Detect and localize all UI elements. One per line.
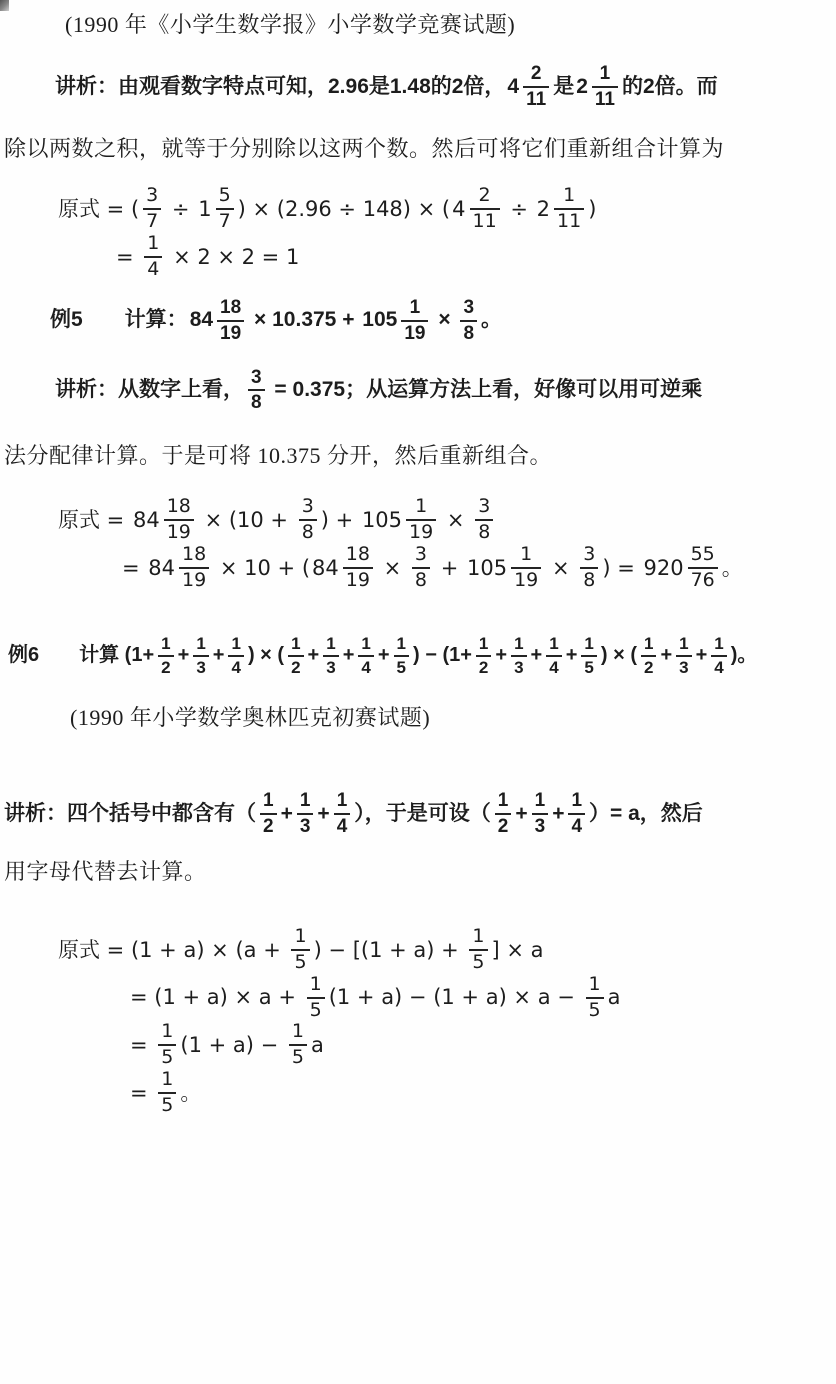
formula-text: + <box>377 644 390 667</box>
fraction <box>216 183 234 232</box>
analysis-paragraph-1 <box>55 64 832 110</box>
fraction <box>289 924 311 973</box>
formula-text: ），于是可设（ <box>354 801 491 825</box>
formula-text: + <box>317 801 330 825</box>
denominator: 5 <box>394 655 409 677</box>
fraction <box>474 635 493 677</box>
formula-text: × <box>376 556 408 581</box>
denominator: 19 <box>164 519 194 543</box>
formula-text: 。 <box>721 556 743 581</box>
numerator: 1 <box>291 634 301 654</box>
denominator: 7 <box>216 208 234 232</box>
fraction <box>473 497 495 543</box>
numerator: 1 <box>161 1068 174 1091</box>
formula-text: + <box>434 556 465 581</box>
fraction <box>410 545 432 591</box>
whole-part: 84 <box>189 308 214 332</box>
formula-text: + <box>342 644 355 667</box>
fraction <box>592 64 618 110</box>
mixed-number <box>133 497 196 543</box>
fraction <box>156 635 175 677</box>
fraction <box>217 298 244 344</box>
formula-ex5-line-2 <box>122 545 832 591</box>
numerator: 18 <box>182 543 207 566</box>
fraction <box>580 545 598 591</box>
analysis-paragraph-3-continued: 用字母代替去计算。 <box>4 858 207 884</box>
fraction <box>511 545 541 591</box>
numerator: 1 <box>291 1020 304 1043</box>
numerator: 1 <box>584 634 594 654</box>
whole-part: 84 <box>148 556 176 581</box>
fraction <box>584 972 606 1021</box>
denominator: 7 <box>143 208 161 232</box>
fraction <box>179 545 209 591</box>
whole-part: 105 <box>362 308 398 332</box>
analysis-paragraph-1-continued: 除以两数之积，就等于分别除以这两个数。然后可将它们重新组合计算为 <box>4 135 725 161</box>
denominator: 19 <box>217 320 244 344</box>
denominator: 5 <box>158 1092 176 1116</box>
formula-text: ) − [(1 + a) + <box>313 937 466 962</box>
fraction <box>676 635 691 677</box>
fraction <box>467 924 489 973</box>
fraction <box>305 972 327 1021</box>
fraction <box>475 497 493 543</box>
denominator: 5 <box>586 997 604 1021</box>
fraction <box>495 791 512 837</box>
formula-text: ÷ <box>165 196 197 221</box>
fraction <box>406 497 436 543</box>
fraction <box>392 635 411 677</box>
denominator: 3 <box>297 813 314 837</box>
fraction <box>144 231 162 280</box>
denominator: 4 <box>228 655 243 677</box>
denominator: 19 <box>406 519 436 543</box>
denominator: 8 <box>248 389 265 413</box>
denominator: 2 <box>476 655 491 677</box>
formula-text: a <box>607 985 621 1010</box>
denominator: 5 <box>291 949 309 973</box>
denominator: 2 <box>260 813 277 837</box>
fraction <box>226 635 245 677</box>
denominator: 8 <box>299 519 317 543</box>
denominator: 8 <box>475 519 493 543</box>
numerator: 1 <box>336 789 348 811</box>
formula-text: × <box>432 308 457 332</box>
numerator: 1 <box>361 634 371 654</box>
mixed-number <box>362 497 438 543</box>
formula-text: × 10 + ( <box>213 556 311 581</box>
formula-text: = <box>130 1081 155 1106</box>
fraction <box>158 635 173 677</box>
whole-part: 920 <box>643 556 684 581</box>
fraction <box>286 635 305 677</box>
mixed-number <box>148 545 211 591</box>
formula-text: + <box>495 644 508 667</box>
fraction <box>191 635 210 677</box>
numerator: 1 <box>588 972 601 995</box>
numerator: 1 <box>714 634 724 654</box>
fraction <box>289 1022 307 1068</box>
denominator: 3 <box>511 655 526 677</box>
numerator: 3 <box>301 495 314 518</box>
fraction <box>295 791 316 837</box>
denominator: 5 <box>307 997 325 1021</box>
formula-text: 。 <box>180 1081 202 1106</box>
mixed-number <box>362 298 430 344</box>
formula-text: a <box>310 1033 324 1058</box>
example-5-problem <box>50 298 832 344</box>
mixed-number <box>576 64 620 110</box>
fraction <box>156 1022 178 1068</box>
formula-text: ] × a <box>491 937 544 962</box>
whole-part: 2 <box>536 196 551 221</box>
formula-ex6-line-1 <box>58 924 832 973</box>
fraction <box>321 635 340 677</box>
whole-part: 1 <box>198 196 212 221</box>
numerator: 1 <box>409 296 421 318</box>
fraction <box>469 924 487 973</box>
formula-ex6-line-2 <box>130 972 832 1021</box>
fraction <box>193 635 208 677</box>
numerator: 1 <box>472 924 485 947</box>
numerator: 18 <box>166 495 191 518</box>
numerator: 3 <box>583 543 596 566</box>
denominator: 11 <box>523 86 549 110</box>
denominator: 19 <box>343 567 373 591</box>
denominator: 3 <box>193 655 208 677</box>
formula-text: 例6 计算 (1+ <box>8 644 155 667</box>
source-note-contest-2: (1990 年小学数学奥林匹克初赛试题) <box>70 704 431 730</box>
fraction <box>688 545 718 591</box>
formula-text: )。 <box>730 644 758 667</box>
formula-text: ÷ <box>503 196 535 221</box>
formula-text: + <box>212 644 225 667</box>
example-6-problem <box>8 635 832 677</box>
fraction <box>291 924 309 973</box>
numerator: 1 <box>563 183 576 206</box>
fraction <box>546 635 561 677</box>
fraction <box>511 635 526 677</box>
formula-text: 是 <box>553 74 575 98</box>
numerator: 1 <box>514 634 524 654</box>
fraction <box>509 635 528 677</box>
numerator: 18 <box>345 543 370 566</box>
formula-text: ) = <box>602 556 642 581</box>
numerator: 1 <box>161 634 171 654</box>
denominator: 4 <box>144 256 162 280</box>
denominator: 5 <box>158 1044 176 1068</box>
fraction <box>711 635 726 677</box>
numerator: 55 <box>690 543 715 566</box>
denominator: 8 <box>460 320 477 344</box>
fraction <box>460 298 477 344</box>
whole-part: 105 <box>466 556 508 581</box>
fraction <box>639 635 658 677</box>
fraction <box>674 635 693 677</box>
numerator: 1 <box>478 634 489 654</box>
fraction <box>260 791 277 837</box>
denominator: 5 <box>581 655 596 677</box>
formula-text: = <box>130 1033 155 1058</box>
formula-text: + <box>660 644 673 667</box>
denominator: 4 <box>568 813 585 837</box>
fraction <box>246 368 267 414</box>
numerator: 1 <box>263 789 274 811</box>
formula-text: ) <box>588 196 597 221</box>
denominator: 4 <box>546 655 561 677</box>
formula-text: 讲析：由观看数字特点可知，2.96是1.48的2倍， <box>55 74 506 98</box>
denominator: 11 <box>470 208 500 232</box>
fraction <box>579 635 598 677</box>
formula-text: × <box>545 556 577 581</box>
denominator: 3 <box>323 655 338 677</box>
formula-text: + <box>307 644 320 667</box>
denominator: 2 <box>158 655 173 677</box>
formula-ex6-line-4 <box>130 1070 832 1116</box>
denominator: 4 <box>334 813 351 837</box>
denominator: 8 <box>412 567 430 591</box>
fraction <box>164 497 194 543</box>
fraction <box>141 183 163 232</box>
fraction <box>334 791 351 837</box>
numerator: 1 <box>161 1020 174 1043</box>
formula-text: + <box>530 644 543 667</box>
denominator: 5 <box>289 1044 307 1068</box>
fraction <box>288 635 303 677</box>
numerator: 3 <box>478 495 491 518</box>
denominator: 3 <box>676 655 691 677</box>
whole-part: 4 <box>507 74 520 98</box>
formula-text: = (1 + a) × a + <box>130 985 303 1010</box>
fraction <box>323 635 338 677</box>
numerator: 3 <box>463 296 475 318</box>
denominator: 2 <box>288 655 303 677</box>
fraction <box>458 298 479 344</box>
numerator: 1 <box>679 634 689 654</box>
denominator: 3 <box>532 813 549 837</box>
mixed-number <box>507 64 551 110</box>
numerator: 1 <box>294 924 307 947</box>
analysis-paragraph-2 <box>55 368 832 414</box>
numerator: 1 <box>571 789 583 811</box>
fraction <box>158 1070 176 1116</box>
fraction <box>532 791 549 837</box>
formula-ex4-line-1 <box>58 183 832 232</box>
whole-part: 105 <box>361 508 403 533</box>
analysis-paragraph-3 <box>4 791 832 837</box>
whole-part: 2 <box>576 74 588 98</box>
numerator: 1 <box>643 634 654 654</box>
formula-text: ) × ( <box>247 644 285 667</box>
formula-text: 。 <box>481 308 503 332</box>
denominator: 19 <box>179 567 209 591</box>
fraction <box>332 791 353 837</box>
fraction <box>143 183 161 232</box>
formula-text: 讲析：从数字上看， <box>55 378 244 402</box>
numerator: 18 <box>220 296 242 318</box>
fraction <box>228 635 243 677</box>
fraction <box>554 183 584 232</box>
denominator: 5 <box>469 949 487 973</box>
formula-text: (1 + a) − (1 + a) × a − <box>328 985 582 1010</box>
fraction <box>641 635 656 677</box>
fraction <box>544 635 563 677</box>
mixed-number <box>536 183 587 232</box>
fraction <box>412 545 430 591</box>
fraction <box>566 791 587 837</box>
fraction <box>568 791 585 837</box>
mixed-number <box>452 183 502 232</box>
fraction <box>401 298 428 344</box>
fraction <box>156 1070 178 1116</box>
fraction <box>307 972 325 1021</box>
formula-text: ) − (1+ <box>413 644 472 667</box>
formula-text: × 2 × 2 = 1 <box>166 244 300 269</box>
formula-text: × (10 + <box>197 508 295 533</box>
formula-text: 例5 计算： <box>50 308 188 332</box>
fraction <box>358 635 373 677</box>
formula-text: ) + <box>320 508 360 533</box>
formula-text: (1 + a) − <box>180 1033 285 1058</box>
formula-text: = 0.375；从运算方法上看，好像可以用可逆乘 <box>268 378 703 402</box>
fraction <box>709 635 728 677</box>
numerator: 1 <box>309 972 322 995</box>
numerator: 1 <box>196 634 206 654</box>
whole-part: 4 <box>452 196 466 221</box>
formula-text: + <box>515 801 528 825</box>
denominator: 2 <box>495 813 512 837</box>
fraction <box>394 635 409 677</box>
formula-text: 原式 = (1 + a) × (a + <box>58 937 288 962</box>
fraction <box>248 368 265 414</box>
mixed-number <box>467 545 543 591</box>
fraction <box>586 972 604 1021</box>
denominator: 4 <box>711 655 726 677</box>
denominator: 2 <box>641 655 656 677</box>
numerator: 1 <box>520 543 533 566</box>
whole-part: 84 <box>132 508 160 533</box>
numerator: 1 <box>147 231 160 254</box>
fraction <box>530 791 551 837</box>
mixed-number <box>643 545 719 591</box>
formula-text: ) × ( <box>600 644 637 667</box>
numerator: 1 <box>231 634 241 654</box>
formula-ex4-line-2 <box>116 231 832 280</box>
formula-ex5-line-1 <box>58 497 832 543</box>
analysis-paragraph-2-continued: 法分配律计算。于是可将 10.375 分开，然后重新组合。 <box>4 443 553 469</box>
formula-text: ）= a，然后 <box>589 801 703 825</box>
numerator: 3 <box>251 366 262 388</box>
fraction <box>299 497 317 543</box>
source-note-contest-1: (1990 年《小学生数学报》小学数学竞赛试题) <box>65 12 516 37</box>
formula-ex6-line-3 <box>130 1022 832 1068</box>
formula-text: + <box>695 644 708 667</box>
numerator: 2 <box>530 63 542 84</box>
numerator: 5 <box>218 183 231 206</box>
fraction <box>581 635 596 677</box>
fraction <box>343 545 373 591</box>
denominator: 19 <box>511 567 541 591</box>
fraction <box>493 791 514 837</box>
formula-text: = <box>116 244 141 269</box>
fraction <box>297 791 314 837</box>
mixed-number <box>198 183 235 232</box>
formula-text: + <box>177 644 190 667</box>
numerator: 1 <box>415 495 428 518</box>
fraction <box>158 1022 176 1068</box>
formula-text: + <box>552 801 565 825</box>
formula-text: 原式 = ( <box>58 196 140 221</box>
numerator: 1 <box>497 789 509 811</box>
fraction <box>297 497 319 543</box>
formula-text: 的2倍。而 <box>621 74 718 98</box>
formula-text: 讲析：四个括号中都含有（ <box>4 801 256 825</box>
mixed-number <box>190 298 247 344</box>
numerator: 1 <box>396 634 406 654</box>
numerator: 3 <box>146 183 159 206</box>
fraction <box>356 635 375 677</box>
numerator: 1 <box>549 634 559 654</box>
numerator: 3 <box>414 543 428 566</box>
numerator: 2 <box>478 183 491 206</box>
formula-text: ) × (2.96 ÷ 148) × ( <box>237 196 451 221</box>
denominator: 19 <box>401 320 428 344</box>
fraction <box>578 545 600 591</box>
denominator: 4 <box>358 655 373 677</box>
denominator: 11 <box>592 86 618 110</box>
formula-text: = <box>122 556 147 581</box>
formula-text: × <box>440 508 472 533</box>
fraction <box>470 183 500 232</box>
whole-part: 84 <box>312 556 339 581</box>
denominator: 8 <box>580 567 598 591</box>
numerator: 1 <box>534 789 546 811</box>
numerator: 1 <box>299 789 311 811</box>
fraction <box>287 1022 309 1068</box>
numerator: 1 <box>599 63 611 84</box>
denominator: 76 <box>688 567 718 591</box>
formula-text: 原式 = <box>58 508 131 533</box>
denominator: 11 <box>554 208 584 232</box>
numerator: 1 <box>326 634 336 654</box>
fraction <box>258 791 279 837</box>
mixed-number <box>312 545 375 591</box>
formula-text: × 10.375 + <box>248 308 361 332</box>
fraction <box>476 635 491 677</box>
fraction <box>142 231 164 280</box>
formula-text: + <box>565 644 578 667</box>
formula-text: + <box>280 801 293 825</box>
fraction <box>523 64 549 110</box>
scan-corner-artifact <box>0 0 9 11</box>
